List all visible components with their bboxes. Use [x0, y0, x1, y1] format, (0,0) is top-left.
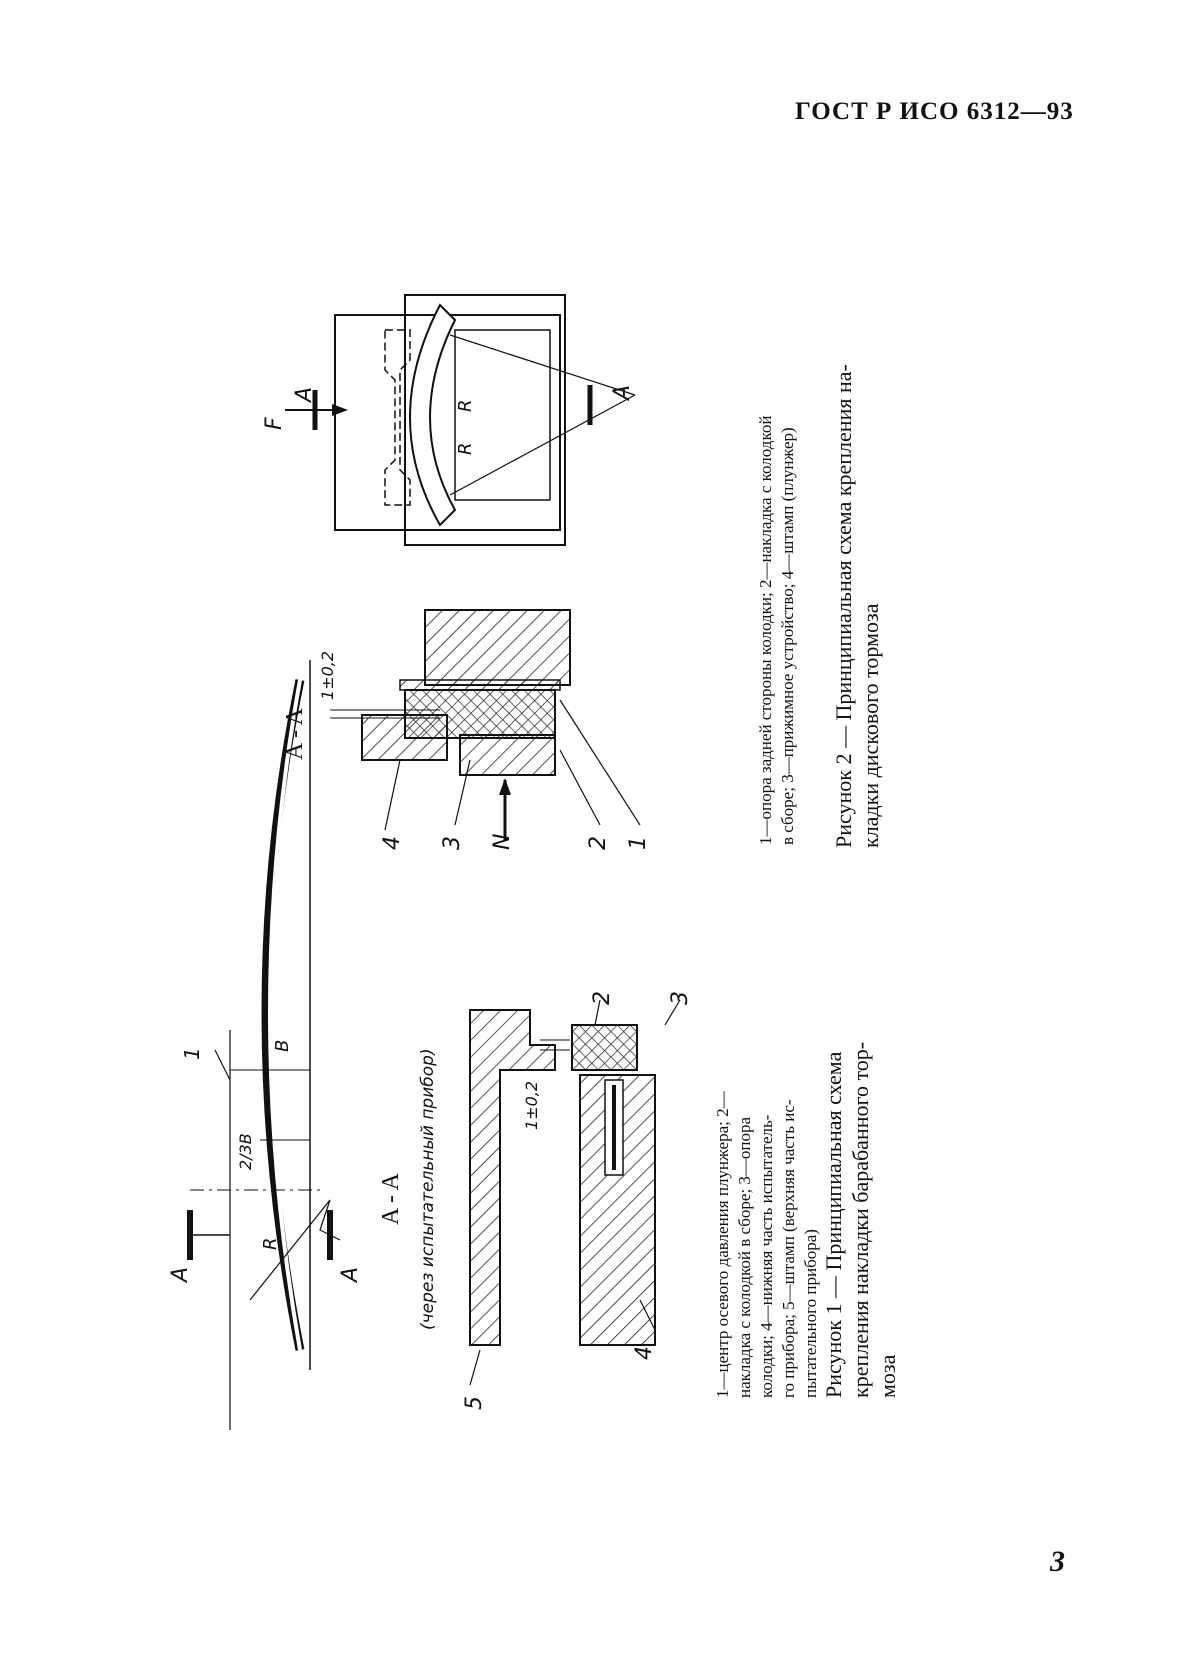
fig1-mark-a1: A — [168, 1266, 193, 1282]
standard-header: ГОСТ Р ИСО 6312—93 — [795, 98, 1074, 125]
fig1-caption — [820, 1042, 901, 1398]
fig1-label-r: R — [260, 1237, 281, 1250]
fig2-legend-line-1: 1—опора задней стороны колодки; 2—накладка с колодкой — [756, 415, 775, 845]
fig2-mark-a2: A — [610, 384, 635, 400]
fig1-callout-5: 5 — [462, 1396, 487, 1410]
fig2-lining-arc — [410, 305, 455, 525]
fig1-label-2-3b: 2/3B — [236, 1133, 255, 1170]
fig1-mark-a2: A — [338, 1266, 363, 1282]
fig2-tolerance: 1±0,2 — [318, 650, 337, 700]
fig2-pressure-device-3 — [460, 735, 555, 775]
fig2-legend — [755, 416, 799, 845]
fig2-callout-4: 4 — [380, 836, 405, 850]
fig2-lining — [405, 690, 555, 738]
page-number: 3 — [1050, 1545, 1065, 1578]
fig2-caption-line-1: Рисунок 2 — Принципиальная схема крепления на- — [831, 364, 856, 848]
fig1-legend — [712, 1091, 822, 1398]
fig2-caption-line-2: кладки дискового тормоза — [858, 603, 883, 848]
fig1-caption-line-3: моза — [875, 1354, 900, 1398]
fig2-callout-3: 3 — [440, 836, 465, 850]
fig2-label-r2: R — [455, 399, 476, 412]
fig1-callout-2: 2 — [590, 991, 615, 1005]
fig1-callout-3: 3 — [668, 991, 693, 1005]
fig1-legend-line-3: колодки; 4—нижняя часть испытатель- — [757, 1114, 776, 1398]
fig2-support-1 — [425, 610, 570, 685]
figure2-drawing — [285, 295, 640, 840]
fig1-label-b: B — [272, 1039, 293, 1052]
fig1-legend-line-1: 1—центр осевого давления плунжера; 2— — [713, 1091, 732, 1398]
fig2-label-r1: R — [455, 442, 476, 455]
fig2-caption — [830, 364, 884, 848]
fig1-legend-line-4: го прибора; 5—штамп (верхняя часть ис- — [779, 1099, 798, 1398]
fig1-section-note: (через испытательный прибор) — [418, 1048, 438, 1330]
fig1-lining-2 — [572, 1025, 637, 1070]
fig2-mark-a1: A — [292, 386, 317, 402]
fig1-callout-1: 1 — [180, 1047, 204, 1060]
fig1-caption-line-2: крепления накладки барабанного тор- — [848, 1041, 873, 1398]
fig1-section-title: A - A — [378, 1172, 404, 1225]
fig2-legend-line-2: в сборе; 3—прижимное устройство; 4—штамп (плунжер) — [778, 427, 797, 845]
fig1-tolerance: 1±0,2 — [522, 1080, 541, 1130]
fig1-callout-4: 4 — [632, 1346, 657, 1360]
fig2-section-title: A - A — [282, 707, 308, 760]
fig1-stamp-5 — [470, 1010, 555, 1345]
fig1-caption-line-1: Рисунок 1 — Принципиальная схема — [821, 1051, 846, 1398]
fig2-label-n: N — [490, 833, 515, 850]
fig2-callout-2: 2 — [586, 836, 611, 850]
fig2-callout-1: 1 — [626, 836, 651, 850]
fig1-legend-line-2: накладка с колодкой в сборе; 3—опора — [735, 1116, 754, 1398]
fig2-label-f: F — [262, 417, 287, 430]
fig1-legend-line-5: пытательного прибора) — [801, 1229, 820, 1398]
